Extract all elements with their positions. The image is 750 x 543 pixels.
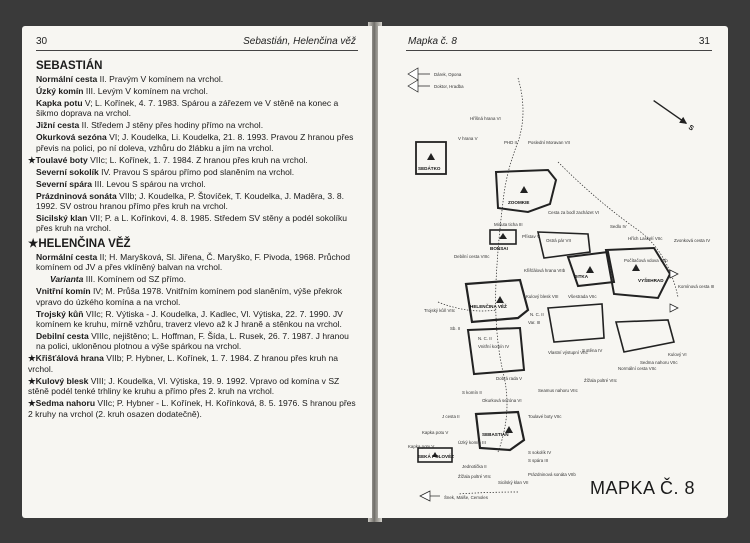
route-item-starred: ★Toulavé boty VIIc; L. Kořínek, 1. 7. 1984. Z hranou přes kruh na vrchol. [28, 154, 308, 165]
svg-text:Přístav V: Přístav V [522, 234, 540, 239]
svg-text:Komínová cesta III: Komínová cesta III [678, 284, 715, 289]
svg-text:Počítačová vdova VIIb: Počítačová vdova VIIb [624, 258, 668, 263]
svg-text:Toulavé boty VIIc: Toulavé boty VIIc [528, 414, 562, 419]
svg-text:Doktor, Hradba: Doktor, Hradba [434, 84, 464, 89]
rock-lower [468, 328, 524, 374]
page-number-left: 30 [36, 36, 48, 47]
rock-vysehrad [606, 248, 670, 298]
svg-text:Okurková sezóna VI: Okurková sezóna VI [482, 398, 522, 403]
svg-text:Sedlo IV: Sedlo IV [610, 224, 627, 229]
svg-text:Minuta ticha III: Minuta ticha III [494, 222, 523, 227]
route-item: Sicilský klan VII; P. a L. Kořínkovi, 4. 8. 1985. Středem SV stěny a podél sokolíku přes kruh na vrchol. [36, 212, 348, 234]
climbing-map [378, 52, 728, 518]
svg-text:BONSAI: BONSAI [490, 246, 508, 251]
rock-south [616, 320, 674, 352]
page-number-right: 31 [698, 36, 710, 47]
svg-text:S komín II: S komín II [462, 390, 482, 395]
route-item: Kapka potu V; L. Kořínek, 4. 7. 1983. Spárou a zářezem ve V stěně na konec a šikmo doprava na vrchol. [36, 97, 339, 119]
svg-text:Úzký komín III: Úzký komín III [458, 440, 486, 445]
svg-text:Sicilský klan VII: Sicilský klan VII [498, 480, 529, 485]
left-page [22, 26, 372, 518]
route-text [28, 56, 358, 421]
route-item: Severní sokolík IV. Pravou S spárou přímo pod slaněním na vrchol. [36, 166, 295, 177]
star-icon: ★ [28, 353, 36, 364]
rock-ostra [538, 232, 590, 258]
section-title: ★HELENČINA VĚŽ [28, 237, 131, 250]
route-item: Jižní cesta II. Středem J stěny přes hodiny přímo na vrchol. [36, 120, 264, 131]
svg-text:Kapka potu V: Kapka potu V [408, 444, 435, 449]
svg-text:Šnek, Malše, Cemoles: Šnek, Malše, Cemoles [444, 495, 488, 500]
svg-text:Poslední Moravan VII: Poslední Moravan VII [528, 140, 570, 145]
svg-text:N. C. II: N. C. II [478, 336, 492, 341]
svg-text:Normální cesta VIIc: Normální cesta VIIc [618, 366, 657, 371]
summit-icon [427, 153, 640, 457]
svg-text:SEBASTIÁN: SEBASTIÁN [482, 432, 509, 437]
svg-text:Jednotička II: Jednotička II [462, 464, 487, 469]
route-item: Okurková sezóna VI; J. Koudelka, Li. Koudelka, 21. 8. 1993. Pravou Z hranou přes převis na polici, po ní doleva, vzhůru do žlábku a jím na vrchol. [36, 132, 354, 153]
star-icon: ★ [28, 375, 36, 386]
star-icon: ★ [28, 154, 36, 165]
map-title: MAPKA Č. 8 [590, 478, 696, 498]
svg-text:S: S [686, 124, 695, 133]
svg-text:Žížala poltré VIIc: Žížala poltré VIIc [584, 378, 617, 383]
svg-text:DITKA: DITKA [574, 274, 589, 279]
svg-text:N. C. II: N. C. II [530, 312, 544, 317]
svg-text:Prázdninová sonáta VIIb: Prázdninová sonáta VIIb [528, 472, 576, 477]
route-variant: Varianta III. Komínem od SZ přímo. [50, 274, 187, 285]
running-title-right: Mapka č. 8 [408, 36, 457, 47]
route-item: Trojský kůň VIIc; R. Výtiska - J. Koudelka, J. Kadlec, Vl. Výtiska, 22. 7. 1990. JV komínem ke kruhu, mírně vzhůru, traverz vlevo až k J hraně a stěnkou na vrchol. [36, 308, 343, 330]
svg-text:Kulový VI: Kulový VI [668, 352, 687, 357]
svg-text:SEDÁTKO: SEDÁTKO [418, 166, 441, 171]
svg-text:Všestrada VIIc: Všestrada VIIc [568, 294, 597, 299]
arrow-icon [408, 68, 430, 92]
route-item-starred: ★Kulový blesk VIII; J. Koudelka, Vl. Výtiska, 19. 9. 1992. Vpravo od komína v SZ stěně podél tenké trhliny ke kruhu a přímo přes 2. kruh na vrchol. [28, 375, 340, 397]
running-title-left: Sebastián, Helenčina věž [243, 36, 356, 47]
svg-text:Ostrá pár VII: Ostrá pár VII [546, 238, 571, 243]
svg-text:VYŠEHRAD: VYŠEHRAD [638, 278, 664, 283]
svg-text:Křišťálová hrana VIIb: Křišťálová hrana VIIb [524, 268, 566, 273]
svg-text:Kulový blesk VIII: Kulový blesk VIII [526, 294, 559, 299]
rock-helencina-vez [466, 280, 528, 322]
svg-text:Kapka potu V: Kapka potu V [422, 430, 449, 435]
svg-text:Dárek, Opona: Dárek, Opona [434, 72, 462, 77]
route-item-starred: ★Křišťálová hrana VIIb; P. Hybner, L. Kořínek, 1. 7. 1984. Z hranou přes kruh na vrchol. [28, 353, 338, 374]
svg-text:J cesta II: J cesta II [442, 414, 460, 419]
svg-text:Vlastní výstupní VIIc: Vlastní výstupní VIIc [548, 350, 588, 355]
svg-text:ZOOMKIE: ZOOMKIE [508, 200, 530, 205]
route-item: Vnitřní komín IV; M. Průša 1978. Vnitřním komínem pod slaněním, výše překrok vpravo do úzkého komína a na vrchol. [36, 286, 343, 307]
route-item: Normální cesta II. Pravým V komínem na vrchol. [36, 74, 224, 84]
route-item: Debilní cesta VIIIc, nejištěno; L. Hoffman, F. Šída, L. Rusek, 26. 7. 1987. J hranou na polici, ukloněnou plotnou a výše spárkou na vrchol. [36, 331, 349, 352]
svg-text:Var. III: Var. III [528, 320, 541, 325]
route-item: Úzký komín III. Levým V komínem na vrchol. [36, 85, 208, 96]
star-icon: ★ [28, 398, 36, 409]
svg-text:S spára III: S spára III [528, 458, 549, 463]
route-item: Severní spára III. Levou S spárou na vrchol. [36, 178, 206, 189]
route-item: Prázdninová sonáta VIIb; J. Koudelka, P. Štovíček, T. Koudelka, J. Maděra, 3. 8. 1992. SV ostrou hranou přímo přes kruh na vrchol. [36, 190, 345, 211]
rock-sv [548, 304, 604, 342]
svg-text:PHD II: PHD II [504, 140, 517, 145]
route-item: Normální cesta II; H. Maryšková, Sl. Jiřena, Č. Maryško, F. Pivoda, 1968. Průchod komínem od JV a přes vklíněný balvan na vrchol. [36, 251, 350, 273]
svg-text:Hřích Laskelí VIIc: Hřích Laskelí VIIc [628, 236, 663, 241]
svg-text:Debilní cesta VIIIc: Debilní cesta VIIIc [454, 254, 490, 259]
svg-text:Sb. II: Sb. II [450, 326, 461, 331]
route-item-starred: ★Sedma nahoru VIIc; P. Hybner - L. Kořínek, H. Kořínková, 8. 5. 1976. S hranou přes 2 kruhy na vrchol (2. kruh osazen dodatečně). [28, 398, 356, 419]
star-icon: ★ [28, 237, 39, 250]
svg-text:Žížala poltré VIIc: Žížala poltré VIIc [458, 474, 491, 479]
svg-text:SEKÁ POLOVÉZ: SEKÁ POLOVÉZ [418, 454, 454, 459]
right-page [378, 26, 728, 518]
svg-text:Vnitřní komín IV: Vnitřní komín IV [478, 344, 510, 349]
north-arrow-icon [651, 98, 696, 133]
svg-text:S sokolík IV: S sokolík IV [528, 450, 552, 455]
svg-text:HELENČINA VĚŽ: HELENČINA VĚŽ [470, 304, 507, 309]
svg-text:Hříšná hrana VI: Hříšná hrana VI [470, 116, 501, 121]
section-title: SEBASTIÁN [36, 60, 103, 72]
svg-text:Trojský kůň VIIc: Trojský kůň VIIc [424, 308, 456, 313]
svg-text:V hrana V: V hrana V [458, 136, 478, 141]
svg-text:Zvonková cesta IV: Zvonková cesta IV [674, 238, 711, 243]
header-rule [406, 50, 712, 51]
svg-text:Cesta za bodl zacházet VI: Cesta za bodl zacházet VI [548, 210, 600, 215]
svg-text:Dobrá rada V: Dobrá rada V [496, 376, 523, 381]
svg-text:S stěna IV: S stěna IV [582, 348, 603, 353]
svg-text:Seamus nahoru VIIc: Seamus nahoru VIIc [538, 388, 578, 393]
svg-text:Sedma nahoru VIIc: Sedma nahoru VIIc [640, 360, 678, 365]
header-rule [36, 50, 358, 51]
